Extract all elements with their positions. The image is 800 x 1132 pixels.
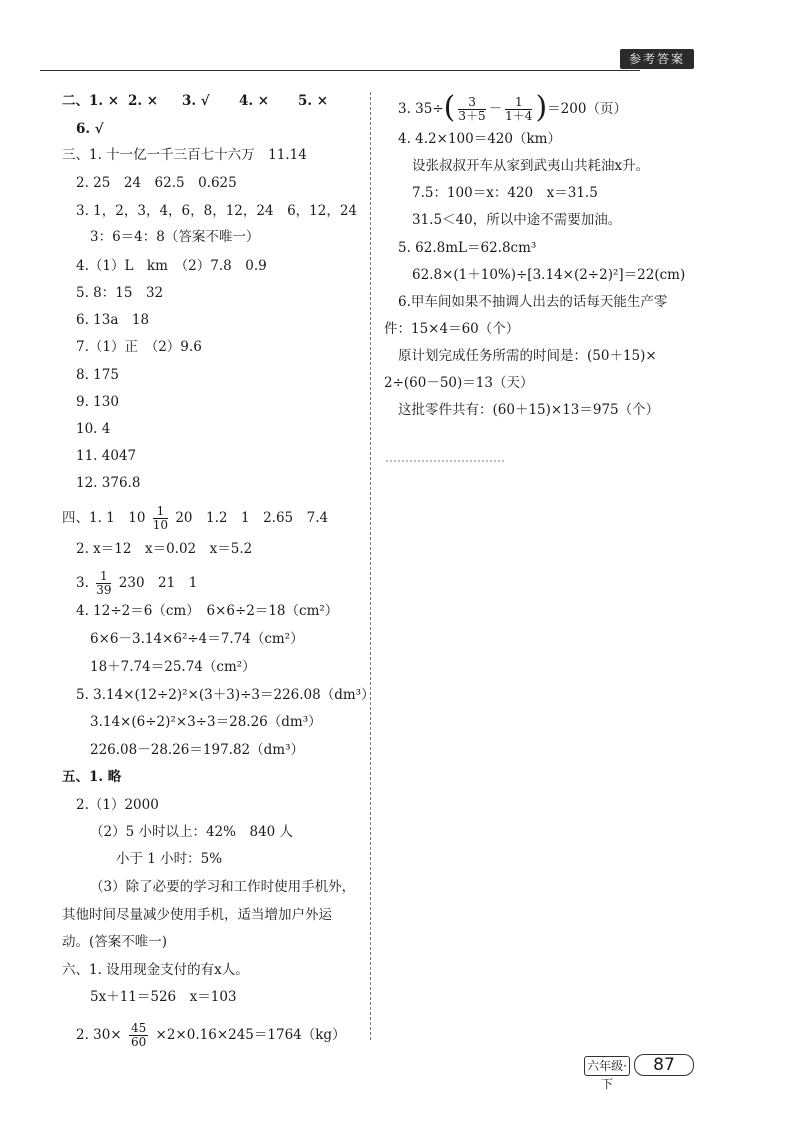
answer-2-6: 6. √ — [76, 121, 104, 137]
answer-3-3-extra: 3：6＝4：8（答案不唯一） — [90, 229, 260, 245]
answer-2-3: 3. √ — [182, 93, 210, 109]
answer-4-3-rest: 230 21 1 — [118, 575, 198, 591]
answer-r-5-line-2: 62.8×(1＋10%)÷[3.14×(2÷2)²]＝22(cm) — [412, 267, 686, 283]
answer-2-4: 4. × — [239, 93, 270, 109]
answer-6-2 — [76, 1022, 346, 1049]
answer-3-11: 11. 4047 — [76, 448, 137, 464]
answer-5-3-line-3: 动。(答案不唯一) — [62, 934, 168, 950]
fraction-denominator: 10 — [152, 518, 169, 532]
answer-3-3: 3. 1，2，3，4，6，8，12，24 6，12，24 — [76, 203, 358, 219]
answer-r-6-line-1: 6.甲车间如果不抽调人出去的话每天能生产零 — [398, 294, 668, 310]
answer-5-2-2: （2）5 小时以上：42% 840 人 — [90, 824, 294, 840]
answer-5-1: 五、1. 略 — [62, 769, 122, 785]
answer-5-2-1: 2.（1）2000 — [76, 797, 159, 813]
answer-3-9: 9. 130 — [76, 394, 119, 410]
answer-3-1: 三、1. 十一亿一千三百七十六万 11.14 — [62, 147, 307, 163]
answer-3-4: 4.（1）L km （2）7.8 0.9 — [76, 258, 267, 274]
fraction-numerator: 3 — [458, 96, 485, 110]
answer-3-2: 2. 25 24 62.5 0.625 — [76, 175, 237, 191]
fraction-denominator: 3＋5 — [458, 109, 486, 123]
answer-4-3 — [76, 570, 197, 597]
fraction-denominator: 39 — [96, 583, 112, 597]
answer-r-6-line-2: 件：15×4＝60（个） — [384, 321, 520, 337]
answer-section-2-row-1 — [62, 92, 329, 110]
answer-6-2-start: 2. 30× — [76, 1027, 122, 1043]
footer-page-number: 87 — [634, 1054, 694, 1076]
right-paren: ) — [535, 89, 548, 125]
answer-6-1-equation: 5x＋11＝526 x＝103 — [90, 989, 237, 1005]
answer-4-4-line-2: 6×6－3.14×6²÷4＝7.74（cm²） — [90, 631, 304, 647]
answer-r-3-end: ＝200（页） — [547, 101, 627, 117]
answer-r-4-line-1: 4. 4.2×100＝420（km） — [398, 131, 561, 147]
answer-r-4-line-4: 31.5＜40，所以中途不需要加油。 — [412, 212, 622, 228]
fraction-1-10 — [153, 505, 168, 532]
answer-5-2-3: 小于 1 小时：5% — [116, 851, 223, 867]
answer-6-2-end: ×2×0.16×245＝1764（kg） — [155, 1027, 346, 1043]
header-rule — [40, 70, 640, 71]
answer-4-5-line-3: 226.08－28.26＝197.82（dm³） — [90, 742, 304, 758]
answer-4-1 — [62, 505, 328, 532]
answer-3-8: 8. 175 — [76, 367, 119, 383]
fraction-numerator: 1 — [96, 570, 111, 584]
answer-4-1-end: 20 1.2 1 2.65 7.4 — [175, 510, 329, 526]
fraction-denominator: 60 — [130, 1035, 147, 1049]
answer-3-6: 6. 13a 18 — [76, 312, 150, 328]
answer-4-3-label: 3. — [76, 575, 89, 591]
fraction-numerator: 1 — [505, 96, 532, 110]
answer-r-4-line-3: 7.5：100＝x：420 x＝31.5 — [412, 185, 598, 201]
answer-3-7: 7.（1）正 （2）9.6 — [76, 339, 202, 355]
answer-r-6-line-4: 2÷(60－50)＝13（天） — [384, 375, 534, 391]
answer-r-6-line-5: 这批零件共有：(60＋15)×13＝975（个） — [398, 402, 660, 418]
answer-r-4-line-2: 设张叔叔开车从家到武夷山共耗油x升。 — [412, 158, 650, 174]
fraction-numerator: 45 — [130, 1021, 147, 1035]
answer-3-5: 5. 8：15 32 — [76, 285, 164, 301]
answer-4-2: 2. x＝12 x＝0.02 x＝5.2 — [76, 541, 253, 557]
answer-r-5-line-1: 5. 62.8mL＝62.8cm³ — [398, 240, 537, 256]
answer-4-1-start: 四、1. 1 10 — [62, 510, 146, 526]
header-tab: 参考答案 — [620, 49, 694, 69]
answer-2-5: 5. × — [298, 93, 329, 109]
minus-sign: － — [488, 101, 503, 117]
fraction-1-39 — [96, 570, 111, 597]
answer-4-4-line-3: 18＋7.74＝25.74（cm²） — [90, 659, 256, 675]
answer-4-5-line-2: 3.14×(6÷2)²×3÷3＝28.26（dm³） — [90, 714, 322, 730]
answer-5-3-line-1: （3）除了必要的学习和工作时使用手机外， — [90, 879, 356, 895]
faint-scan-mark — [386, 460, 504, 462]
answer-4-5-line-1: 5. 3.14×(12÷2)²×(3＋3)÷3＝226.08（dm³） — [76, 687, 375, 703]
answer-4-4-line-1: 4. 12÷2＝6（cm） 6×6÷2＝18（cm²） — [76, 603, 339, 619]
answer-r-6-line-3: 原计划完成任务所需的时间是：(50＋15)× — [398, 348, 657, 364]
column-divider — [370, 92, 371, 1040]
fraction-3-over-3plus5 — [458, 96, 485, 123]
answer-3-10: 10. 4 — [76, 421, 111, 437]
fraction-denominator: 1＋4 — [505, 109, 533, 123]
answer-6-1: 六、1. 设用现金支付的有x人。 — [62, 962, 249, 978]
answer-2-2: 2. × — [128, 93, 159, 109]
answer-3-12: 12. 376.8 — [76, 475, 141, 491]
fraction-1-over-1plus4 — [505, 96, 532, 123]
answer-r-3-start: 3. 35÷ — [398, 101, 444, 117]
footer-grade-label: 六年级·下 — [584, 1056, 630, 1076]
fraction-45-60 — [129, 1022, 148, 1049]
left-paren: ( — [443, 89, 456, 125]
fraction-numerator: 1 — [153, 505, 168, 519]
answer-r-3 — [398, 89, 627, 125]
answer-5-3-line-2: 其他时间尽量减少使用手机，适当增加户外运 — [62, 907, 332, 923]
answer-2-1: 二、1. × — [62, 93, 120, 109]
